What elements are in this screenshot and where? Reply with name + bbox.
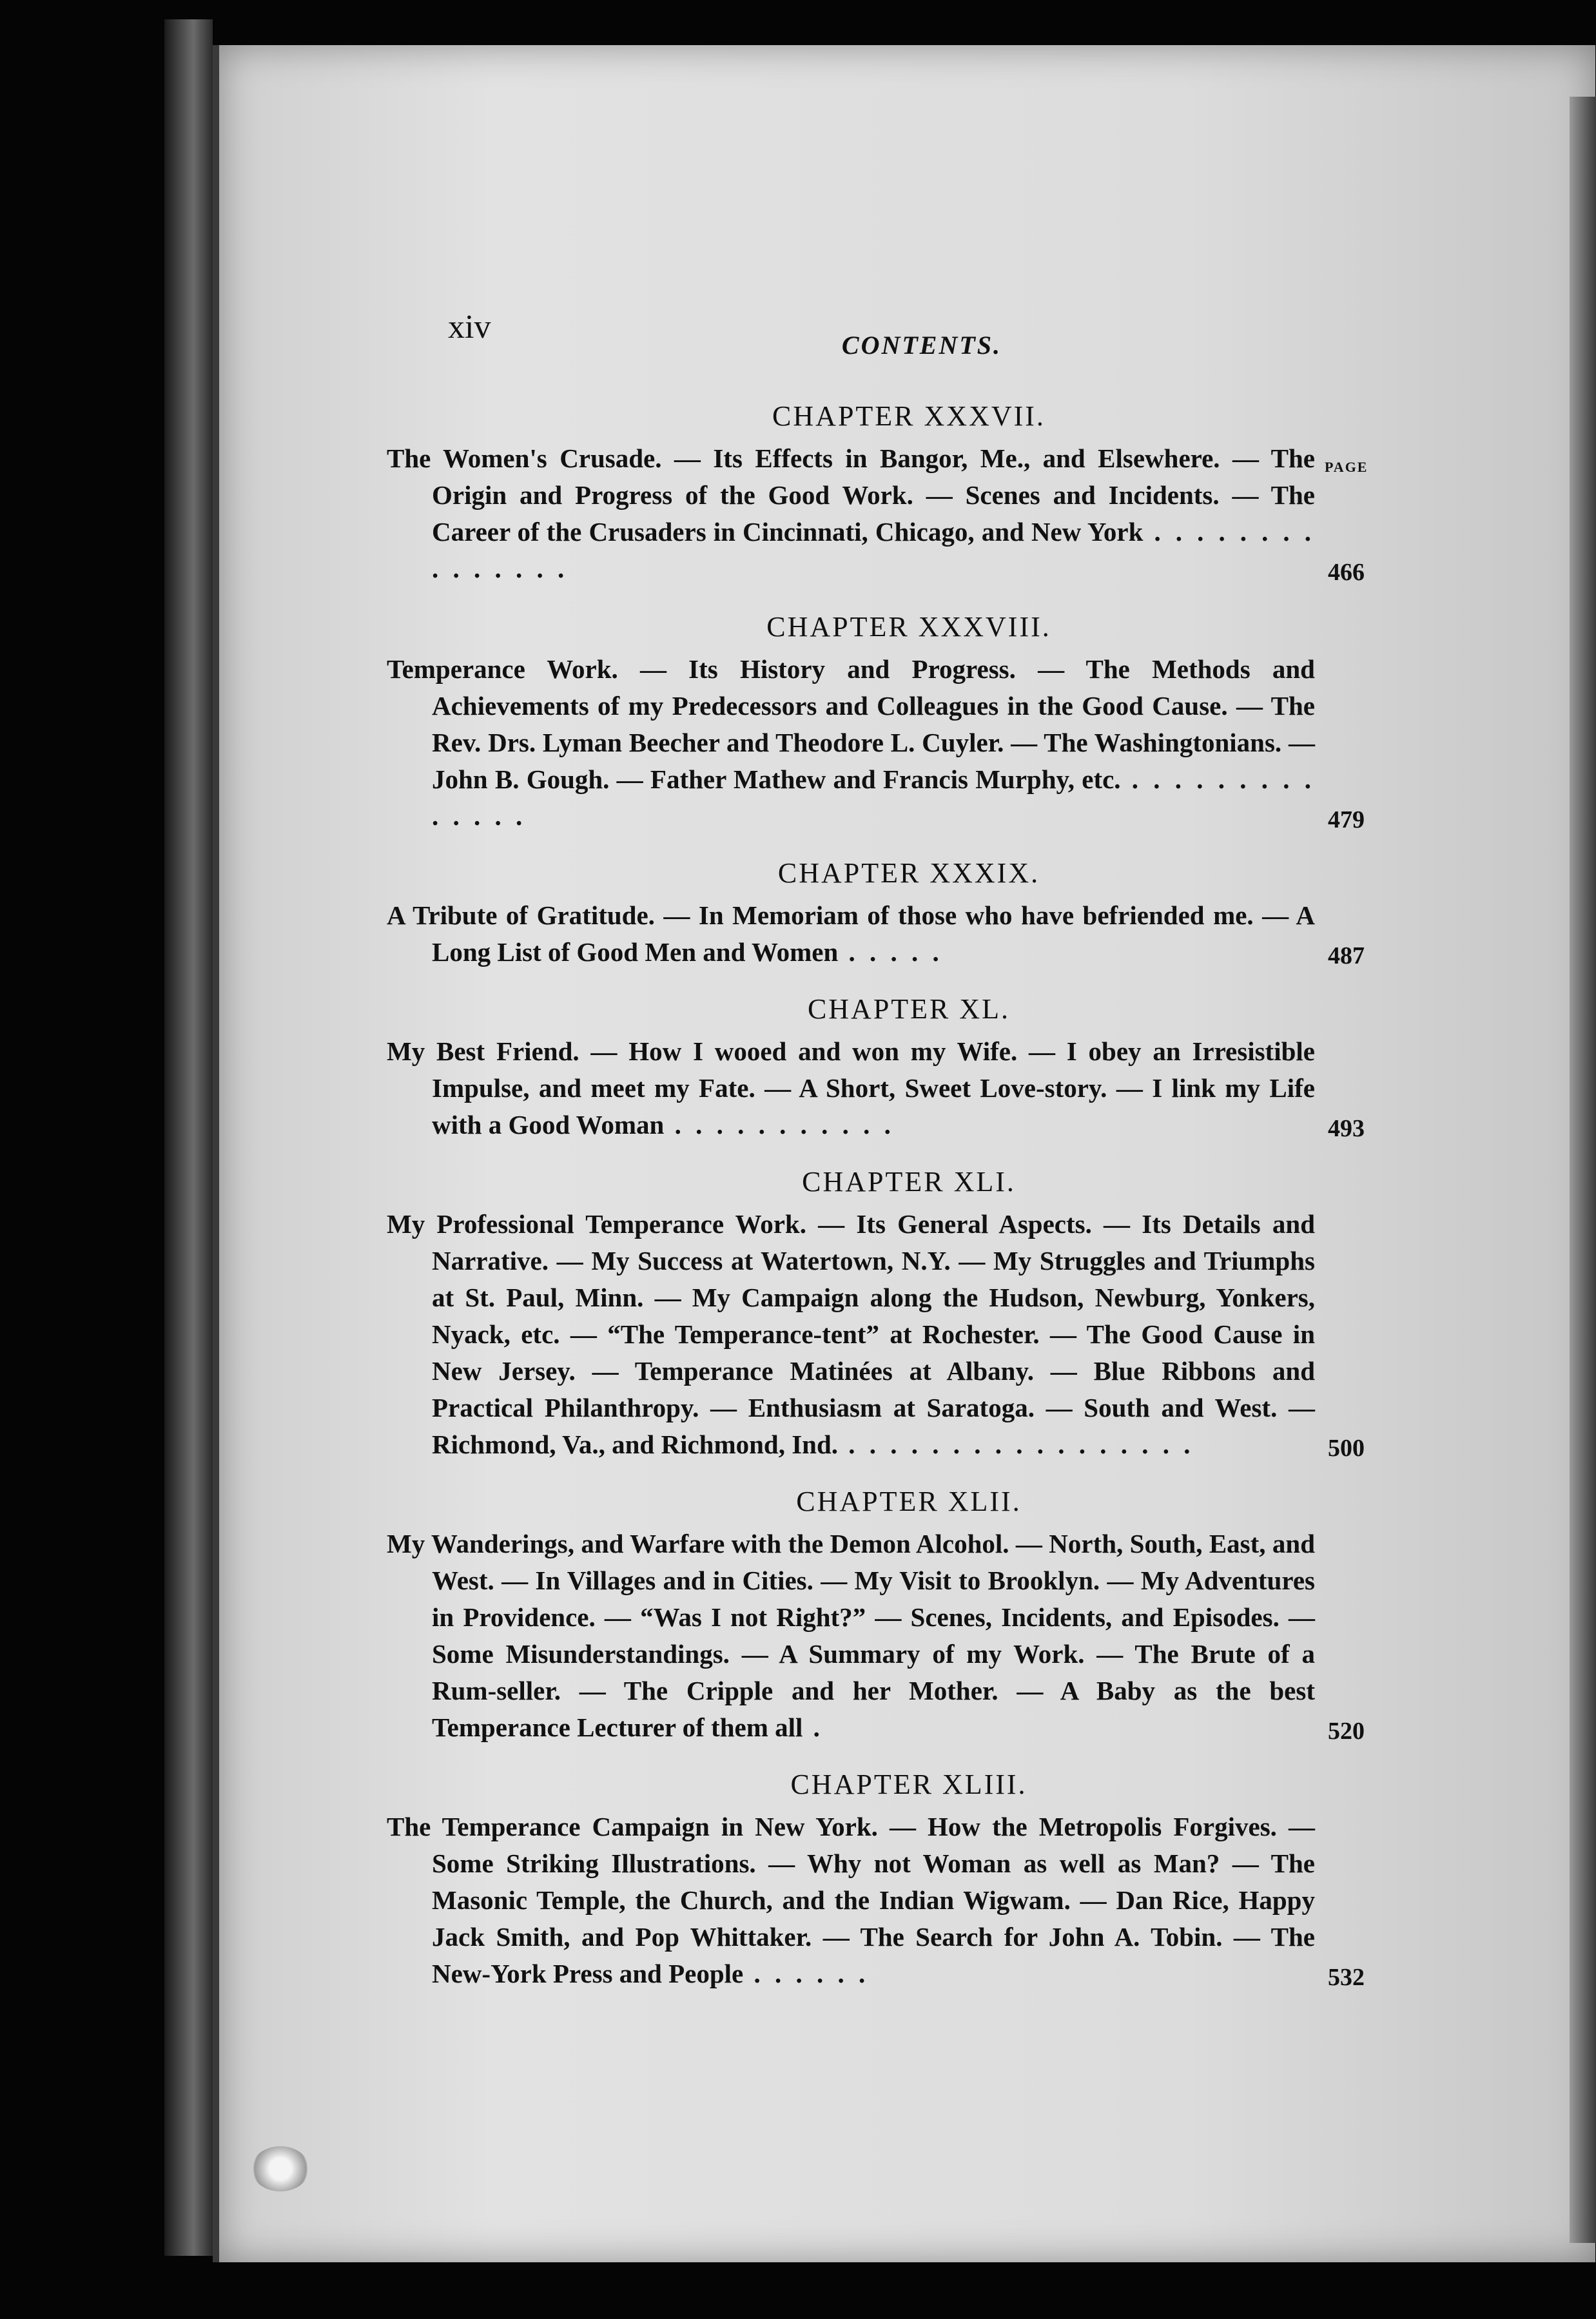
running-head: CONTENTS. (841, 331, 1002, 360)
chapter-summary-text: My Best Friend. — How I wooed and won my Wife. — I obey an Irresistible Impulse, and meet my Fate. — A Short, Sweet Love-story. — I link my Life with a Good Woman (387, 1036, 1315, 1140)
chapter-summary-text: A Tribute of Gratitude. — In Memoriam of those who have befriended me. — A Long List of Good Men and Women (387, 900, 1315, 967)
chapter-entry-xliii (387, 1768, 1365, 1992)
chapter-heading: CHAPTER XLI. (802, 1166, 1016, 1198)
chapter-summary: My Professional Temperance Work. — Its General Aspects. — Its Details and Narrative. — My Success at Watertown, N.Y. — My Struggles and Triumphs at St. Paul, Minn. — My Campaign along the Hudson, Newburg, Yonkers, Nyack, etc. — “The Temperance-tent” at Rochester. — The Good Cause in New Jersey. — Temperance Matinées at Albany. — Blue Ribbons and Practical Philanthropy. — Enthusiasm at Saratoga. — South and West. — Richmond, Va., and Richmond, Ind. . . . . . . . . . . . . . . . . . 500 (387, 1209, 1365, 1462)
chapter-heading: CHAPTER XXXIX. (777, 857, 1040, 889)
paper-smudge (251, 2146, 309, 2191)
chapter-summary: A Tribute of Gratitude. — In Memoriam of those who have befriended me. — A Long List of Good Men and Women . . . . . 487 (387, 900, 1365, 969)
page-folio: xiv (448, 309, 491, 345)
chapter-summary: My Wanderings, and Warfare with the Demon Alcohol. — North, South, East, and West. — In Villages and in Cities. — My Visit to Brooklyn. — My Adventures in Providence. — “Was I not Right?” — Scenes, Incidents, and Episodes. — Some Misunderstandings. — A Summary of my Work. — The Brute of a Rum-seller. — The Cripple and her Mother. — A Baby as the best Temperance Lecturer of them all . 520 (387, 1529, 1365, 1745)
book-spine-shadow (164, 19, 213, 2256)
dot-leader: . . . . . (838, 937, 943, 967)
chapter-heading: CHAPTER XL. (807, 993, 1011, 1025)
dot-leader: . . . . . . . . . . . . . . (432, 764, 1316, 831)
chapter-heading: CHAPTER XXXVIII. (766, 611, 1051, 643)
chapter-summary-text: Temperance Work. — Its History and Progress. — The Methods and Achievements of my Predecessors and Colleagues in the Good Cause. — The Rev. Drs. Lyman Beecher and Theodore L. Cuyler. — The Washingtonians. — John B. Gough. — Father Mathew and Francis Murphy, etc. (387, 654, 1315, 794)
chapter-heading: CHAPTER XLII. (796, 1486, 1022, 1517)
chapter-summary-text: The Women's Crusade. — Its Effects in Bangor, Me., and Elsewhere. — The Origin and Progress of the Good Work. — Scenes and Incidents. — The Career of the Crusaders in Cincinnati, Chicago, and New York (387, 443, 1315, 547)
dot-leader: . . . . . . . . . . . . . . . . . (838, 1430, 1194, 1459)
page-column-label: PAGE (1325, 459, 1368, 475)
chapter-summary: The Temperance Campaign in New York. — How the Metropolis Forgives. — Some Striking Illustrations. — Why not Woman as well as Man? — The Masonic Temple, the Church, and the Indian Wigwam. — Dan Rice, Happy Jack Smith, and Pop Whittaker. — The Search for John A. Tobin. — The New-York Press and People . . . . . . 532 (387, 1812, 1365, 1991)
chapter-entry-xxxvii (387, 400, 1365, 587)
chapter-entry-xl (387, 993, 1365, 1143)
chapter-summary-text: My Professional Temperance Work. — Its General Aspects. — Its Details and Narrative. — My Success at Watertown, N.Y. — My Struggles and Triumphs at St. Paul, Minn. — My Campaign along the Hudson, Newburg, Yonkers, Nyack, etc. — “The Temperance-tent” at Rochester. — The Good Cause in New Jersey. — Temperance Matinées at Albany. — Blue Ribbons and Practical Philanthropy. — Enthusiasm at Saratoga. — South and West. — Richmond, Va., and Richmond, Ind. (387, 1209, 1315, 1459)
dot-leader: . (803, 1713, 824, 1742)
chapter-entry-xxxviii (387, 610, 1365, 835)
chapter-summary: The Women's Crusade. — Its Effects in Bangor, Me., and Elsewhere. — The Origin and Progress of the Good Work. — Scenes and Incidents. — The Career of the Crusaders in Cincinnati, Chicago, and New York . . . . . . . . . . . . . . . 466 (387, 443, 1365, 586)
chapter-summary-text: My Wanderings, and Warfare with the Demon Alcohol. — North, South, East, and West. — In Villages and in Cities. — My Visit to Brooklyn. — My Adventures in Providence. — “Was I not Right?” — Scenes, Incidents, and Episodes. — Some Misunderstandings. — A Summary of my Work. — The Brute of a Rum-seller. — The Cripple and her Mother. — A Baby as the best Temperance Lecturer of them all (387, 1529, 1315, 1742)
dot-leader: . . . . . . . . . . . (664, 1110, 895, 1140)
chapter-entry-xlii (387, 1485, 1365, 1746)
chapter-entry-xli (387, 1165, 1365, 1463)
chapter-summary-text: The Temperance Campaign in New York. — How the Metropolis Forgives. — Some Striking Illustrations. — Why not Woman as well as Man? — The Masonic Temple, the Church, and the Indian Wigwam. — Dan Rice, Happy Jack Smith, and Pop Whittaker. — The Search for John A. Tobin. — The New-York Press and People (387, 1812, 1315, 1988)
table-of-contents (387, 387, 1365, 1992)
dot-leader: . . . . . . (743, 1959, 870, 1988)
page-edge (1570, 97, 1596, 2243)
chapter-heading: CHAPTER XXXVII. (772, 400, 1046, 432)
chapter-entry-xxxix (387, 857, 1365, 971)
dot-leader: . . . . . . . . . . . . . . . (432, 517, 1315, 583)
chapter-summary: Temperance Work. — Its History and Progress. — The Methods and Achievements of my Predecessors and Colleagues in the Good Cause. — The Rev. Drs. Lyman Beecher and Theodore L. Cuyler. — The Washingtonians. — John B. Gough. — Father Mathew and Francis Murphy, etc. . . . . . . . . . . . . . . 479 (387, 654, 1365, 833)
chapter-summary: My Best Friend. — How I wooed and won my Wife. — I obey an Irresistible Impulse, and meet my Fate. — A Short, Sweet Love-story. — I link my Life with a Good Woman . . . . . . . . . . . 493 (387, 1036, 1365, 1142)
chapter-heading: CHAPTER XLIII. (790, 1769, 1027, 1800)
